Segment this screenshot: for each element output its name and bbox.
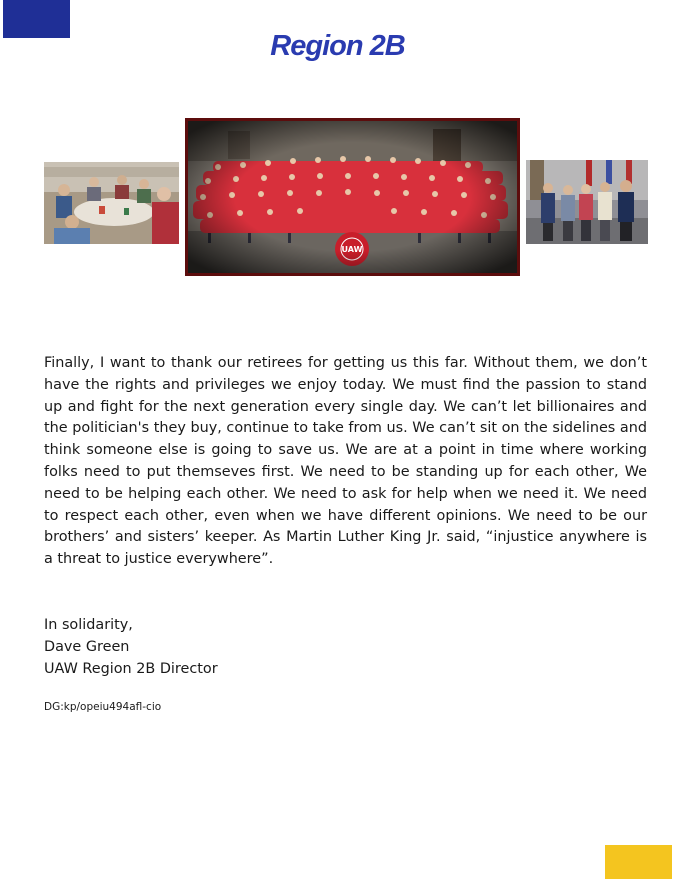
- page-title: Region 2B: [270, 30, 405, 62]
- closing-line: In solidarity,: [44, 617, 133, 633]
- reference-initials: DG:kp/opeiu494afl-cio: [44, 701, 162, 713]
- letter-body: Finally, I want to thank our retirees for getting us this far. Without them, we don’t have the rights and privileges we enjoy today. We must find the passion to stand up and fight for the next generation every single day. We can’t let billionaires and the politician's they buy, continue to take from us. We can’t sit on the sidelines and think someone else is going to save us. We are at a point in time where working folks need to put themseves first. We need to be standing up for each other, We need to be helping each other. We need to ask for help when we need it. We need to respect each other, even when we have different opinions. We need to be our brothers’ and sisters’ keeper. As Martin Luther King Jr. said, “injustice anywhere is a threat to justice everywhere”.: [44, 355, 647, 568]
- photo-retirees-table: [44, 162, 179, 244]
- photo-members-standing: [526, 160, 648, 244]
- corner-yellow-block: [605, 845, 672, 879]
- photo-group-red-shirts: [185, 118, 520, 276]
- signer-title: UAW Region 2B Director: [44, 660, 218, 677]
- signer-name: Dave Green: [44, 638, 130, 655]
- signature-block: [44, 615, 444, 680]
